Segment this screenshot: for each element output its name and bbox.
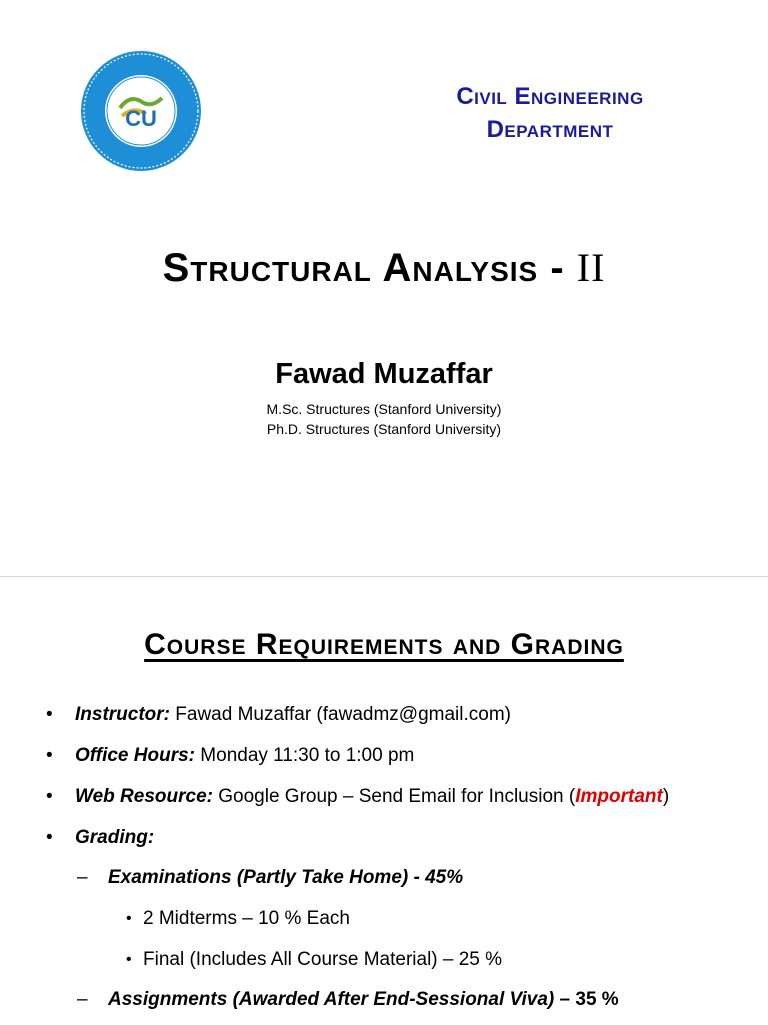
list-item-instructor: Instructor: Fawad Muzaffar (fawadmz@gmail.com) (75, 704, 511, 725)
dash-bullet: – (77, 989, 88, 1010)
sub-sub-item-final: Final (Includes All Course Material) – 25 % (143, 949, 503, 970)
bullet: • (46, 704, 53, 725)
bullet: • (126, 951, 132, 968)
credential-msc: M.Sc. Structures (Stanford University) (266, 401, 502, 417)
course-title: Structural Analysis - II (162, 245, 606, 290)
svg-text:CU: CU (125, 106, 157, 131)
university-logo-icon (80, 50, 202, 172)
bullet: • (46, 786, 53, 807)
grading-slide (0, 576, 768, 1025)
bullet: • (46, 745, 53, 766)
bullet: • (46, 827, 53, 848)
sub-item-examinations: Examinations (Partly Take Home) - 45% (108, 867, 464, 888)
sub-item-assignments: Assignments (Awarded After End-Sessional Viva) – 35 % (108, 989, 619, 1010)
instructor-name: Fawad Muzaffar (275, 358, 493, 390)
list-item-office-hours: Office Hours: Monday 11:30 to 1:00 pm (75, 745, 415, 766)
department-name: Civil Engineering Department (456, 83, 644, 143)
slide-heading: Course Requirements and Grading (144, 628, 624, 661)
sub-sub-item-midterms: 2 Midterms – 10 % Each (143, 908, 350, 929)
dash-bullet: – (77, 867, 88, 888)
list-item-web-resource: Web Resource: Google Group – Send Email for Inclusion (Important) (75, 786, 670, 807)
list-item-grading: Grading: (75, 827, 155, 848)
bullet: • (126, 910, 132, 927)
credential-phd: Ph.D. Structures (Stanford University) (266, 421, 502, 437)
